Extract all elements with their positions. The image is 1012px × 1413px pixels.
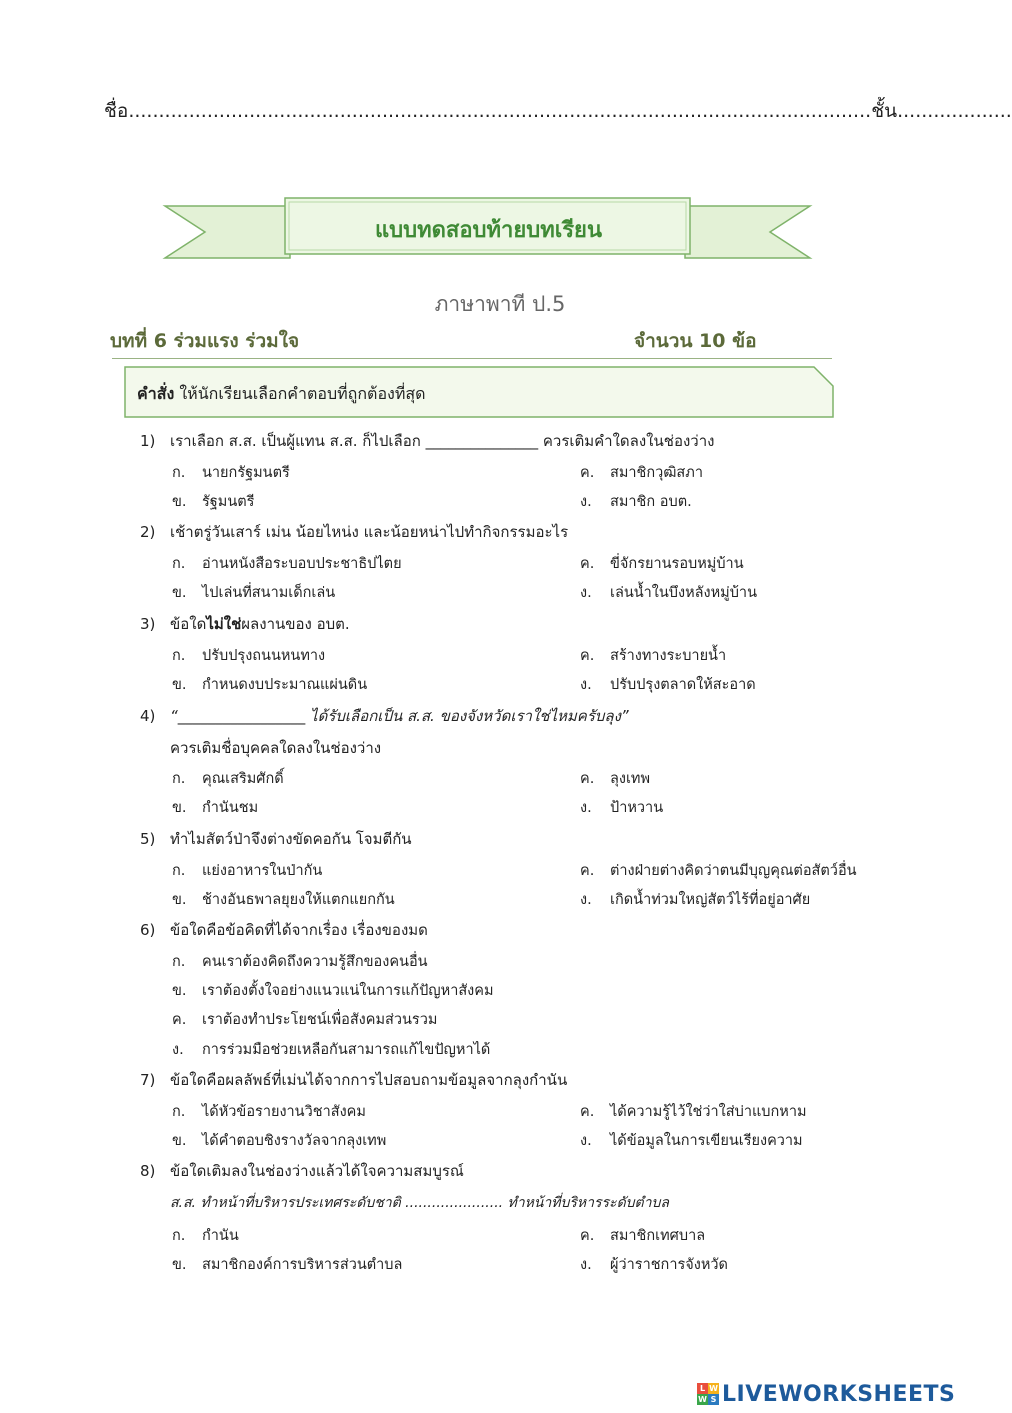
question-number: 3): [140, 615, 156, 633]
question-number: 7): [140, 1071, 156, 1089]
option-7a[interactable]: [172, 1100, 366, 1123]
option-3a[interactable]: [172, 644, 325, 667]
name-class-line: [104, 96, 1012, 126]
question-6: [140, 918, 428, 942]
option-label: ก.: [172, 863, 186, 879]
option-text: อ่านหนังสือระบอบประชาธิปไตย: [202, 556, 402, 572]
option-label: ค.: [580, 465, 595, 481]
subject-title: ภาษาพาที ป.5: [434, 292, 566, 316]
option-text: ได้ความรู้ไว้ใช่ว่าใส่บ่าแบกหาม: [610, 1104, 807, 1120]
option-6d[interactable]: [172, 1038, 490, 1061]
option-3c[interactable]: [580, 644, 726, 667]
option-text: สมาชิกเทศบาล: [610, 1228, 706, 1244]
option-label: ง.: [580, 585, 592, 601]
name-blank[interactable]: ...........................................................................................................................: [128, 100, 872, 122]
instruction-body: ให้นักเรียนเลือกคำตอบที่ถูกต้องที่สุด: [174, 384, 426, 403]
option-label: ค.: [580, 771, 595, 787]
option-label: ข.: [172, 1133, 187, 1149]
option-text: เราต้องตั้งใจอย่างแนวแน่ในการแก้ปัญหาสังคม: [202, 983, 494, 999]
option-text: ปรับปรุงถนนหนทาง: [202, 648, 326, 664]
question-5: [140, 827, 412, 851]
question-text: เช้าตรู่วันเสาร์ เม่น น้อยไหน่ง และน้อยหน่าไปทำกิจกรรมอะไร: [170, 523, 569, 541]
option-label: ก.: [172, 1228, 186, 1244]
question-1: [140, 429, 714, 453]
option-label: ข.: [172, 983, 187, 999]
banner-title: แบบทดสอบท้ายบทเรียน: [375, 218, 602, 243]
option-2d[interactable]: [580, 581, 757, 604]
option-4c[interactable]: [580, 767, 650, 790]
option-8b[interactable]: [172, 1253, 402, 1276]
option-label: ง.: [580, 892, 592, 908]
option-label: ง.: [580, 494, 592, 510]
option-6a[interactable]: [172, 950, 428, 973]
option-label: ค.: [580, 648, 595, 664]
option-text: สมาชิกวุฒิสภา: [610, 465, 703, 481]
option-text: ต่างฝ่ายต่างคิดว่าตนมีบุญคุณต่อสัตว์อื่น: [610, 863, 857, 879]
option-label: ค.: [580, 1228, 595, 1244]
option-1a[interactable]: [172, 461, 290, 484]
option-2c[interactable]: [580, 552, 744, 575]
question-text: “_________________ ได้รับเลือกเป็น ส.ส. ของจังหวัดเราใช่ไหมครับลุง”: [170, 707, 629, 725]
option-1b[interactable]: [172, 490, 254, 513]
option-text: การร่วมมือช่วยเหลือกันสามารถแก้ไขปัญหาได้: [202, 1042, 491, 1058]
logo-icon-letter: W: [698, 1395, 707, 1404]
logo-icon-letter: L: [697, 1383, 708, 1394]
option-label: ค.: [580, 863, 595, 879]
instruction-text: [137, 382, 426, 407]
option-label: ข.: [172, 494, 187, 510]
question-3: [140, 612, 350, 636]
logo-icon-letter: S: [708, 1394, 719, 1405]
liveworksheets-logo[interactable]: [697, 1381, 955, 1407]
option-label: ง.: [580, 1133, 592, 1149]
option-label: ก.: [172, 771, 186, 787]
option-3b[interactable]: [172, 673, 367, 696]
question-text: ข้อใด: [170, 615, 207, 633]
option-label: ข.: [172, 800, 187, 816]
option-text: ช้างอันธพาลยุยงให้แตกแยกกัน: [202, 892, 395, 908]
option-4b[interactable]: [172, 796, 258, 819]
instruction-label: คำสั่ง: [137, 384, 175, 403]
question-8-subtext: ส.ส. ทำหน้าที่บริหารประเทศระดับชาติ ...................... ทำหน้าที่บริหารระดับตำบล: [170, 1195, 669, 1211]
option-label: ก.: [172, 648, 186, 664]
option-text: รัฐมนตรี: [202, 494, 255, 510]
option-label: ก.: [172, 1104, 186, 1120]
option-text: ได้ข้อมูลในการเขียนเรียงความ: [610, 1133, 803, 1149]
liveworksheets-logo-text: LIVEWORKSHEETS: [722, 1381, 956, 1407]
option-label: ง.: [580, 1257, 592, 1273]
option-text: สมาชิกองค์การบริหารส่วนตำบล: [202, 1257, 403, 1273]
class-label: ชั้น: [871, 100, 898, 122]
name-label: ชื่อ: [104, 100, 129, 122]
option-label: ง.: [172, 1042, 184, 1058]
option-text: กำหนดงบประมาณแผ่นดิน: [202, 677, 368, 693]
option-text: เกิดน้ำท่วมใหญ่สัตว์ไร้ที่อยู่อาศัย: [610, 892, 811, 908]
option-7c[interactable]: [580, 1100, 807, 1123]
question-4-subtext: ควรเติมชื่อบุคคลใดลงในช่องว่าง: [170, 739, 382, 757]
option-2a[interactable]: [172, 552, 402, 575]
question-text: ข้อใดเติมลงในช่องว่างแล้วได้ใจความสมบูรณ์: [170, 1162, 464, 1180]
option-text: กำนันชม: [202, 800, 259, 816]
option-text: นายกรัฐมนตรี: [202, 465, 290, 481]
option-4a[interactable]: [172, 767, 284, 790]
option-text: สร้างทางระบายน้ำ: [610, 648, 727, 664]
question-7: [140, 1068, 567, 1092]
question-number: 6): [140, 921, 156, 939]
option-label: ก.: [172, 954, 186, 970]
option-5a[interactable]: [172, 859, 322, 882]
option-1d[interactable]: [580, 490, 692, 513]
question-8: [140, 1159, 464, 1183]
question-number: 4): [140, 707, 156, 725]
option-label: ง.: [580, 800, 592, 816]
option-label: ง.: [580, 677, 592, 693]
option-6b[interactable]: [172, 979, 494, 1002]
option-text: ผู้ว่าราชการจังหวัด: [610, 1257, 728, 1273]
option-text: กำนัน: [202, 1228, 239, 1244]
option-8a[interactable]: [172, 1224, 239, 1247]
option-8c[interactable]: [580, 1224, 705, 1247]
option-label: ข.: [172, 585, 187, 601]
option-text: สมาชิก อบต.: [610, 494, 692, 510]
option-text: ไปเล่นที่สนามเด็กเล่น: [202, 585, 336, 601]
option-text: ปรับปรุงตลาดให้สะอาด: [610, 677, 756, 693]
logo-icon-letter: W: [709, 1384, 718, 1393]
question-number: 1): [140, 432, 156, 450]
option-text: เราต้องทำประโยชน์เพื่อสังคมส่วนรวม: [202, 1012, 438, 1028]
option-text: คนเราต้องคิดถึงความรู้สึกของคนอื่น: [202, 954, 428, 970]
option-5c[interactable]: [580, 859, 857, 882]
chapter-title: บทที่ 6 ร่วมแรง ร่วมใจ: [110, 330, 300, 352]
option-text: ได้หัวข้อรายงานวิชาสังคม: [202, 1104, 366, 1120]
option-7b[interactable]: [172, 1129, 386, 1152]
question-number: 2): [140, 523, 156, 541]
option-5b[interactable]: [172, 888, 395, 911]
option-4d[interactable]: [580, 796, 663, 819]
option-text: คุณเสริมศักดิ์: [202, 771, 284, 787]
option-label: ก.: [172, 556, 186, 572]
option-text: ขี่จักรยานรอบหมู่บ้าน: [610, 556, 744, 572]
option-text: ป้าหวาน: [610, 800, 664, 816]
option-label: ข.: [172, 892, 187, 908]
option-3d[interactable]: [580, 673, 756, 696]
option-text: ได้คำตอบชิงรางวัลจากลุงเทพ: [202, 1133, 387, 1149]
option-2b[interactable]: [172, 581, 335, 604]
liveworksheets-logo-icon: [697, 1383, 719, 1405]
question-count: จำนวน 10 ข้อ: [634, 330, 757, 352]
divider: [112, 358, 832, 359]
option-1c[interactable]: [580, 461, 703, 484]
question-4: [140, 704, 629, 728]
option-label: ค.: [172, 1012, 187, 1028]
question-text: ผลงานของ อบต.: [241, 615, 350, 633]
option-text: เล่นน้ำในบึงหลังหมู่บ้าน: [610, 585, 757, 601]
option-6c[interactable]: [172, 1008, 437, 1031]
class-blank[interactable]: ...................: [897, 100, 1012, 122]
question-text: ข้อใดคือผลลัพธ์ที่เม่นได้จากการไปสอบถามข้อมูลจากลุงกำนัน: [170, 1071, 568, 1089]
option-7d[interactable]: [580, 1129, 803, 1152]
option-8d[interactable]: [580, 1253, 728, 1276]
option-text: ลุงเทพ: [610, 771, 651, 787]
option-label: ก.: [172, 465, 186, 481]
question-emphasis: ไม่ใช่: [206, 615, 242, 633]
question-number: 5): [140, 830, 156, 848]
question-number: 8): [140, 1162, 156, 1180]
option-label: ค.: [580, 1104, 595, 1120]
option-text: แย่งอาหารในป่ากัน: [202, 863, 323, 879]
question-text: ข้อใดคือข้อคิดที่ได้จากเรื่อง เรื่องของมด: [170, 921, 428, 939]
option-label: ข.: [172, 1257, 187, 1273]
option-label: ค.: [580, 556, 595, 572]
question-text: ทำไมสัตว์ป่าจึงต่างขัดคอกัน โจมตีกัน: [170, 830, 412, 848]
option-label: ข.: [172, 677, 187, 693]
question-2: [140, 520, 568, 544]
question-text: เราเลือก ส.ส. เป็นผู้แทน ส.ส. ก็ไปเลือก _______________ ควรเติมคำใดลงในช่องว่าง: [170, 432, 715, 450]
option-5d[interactable]: [580, 888, 810, 911]
